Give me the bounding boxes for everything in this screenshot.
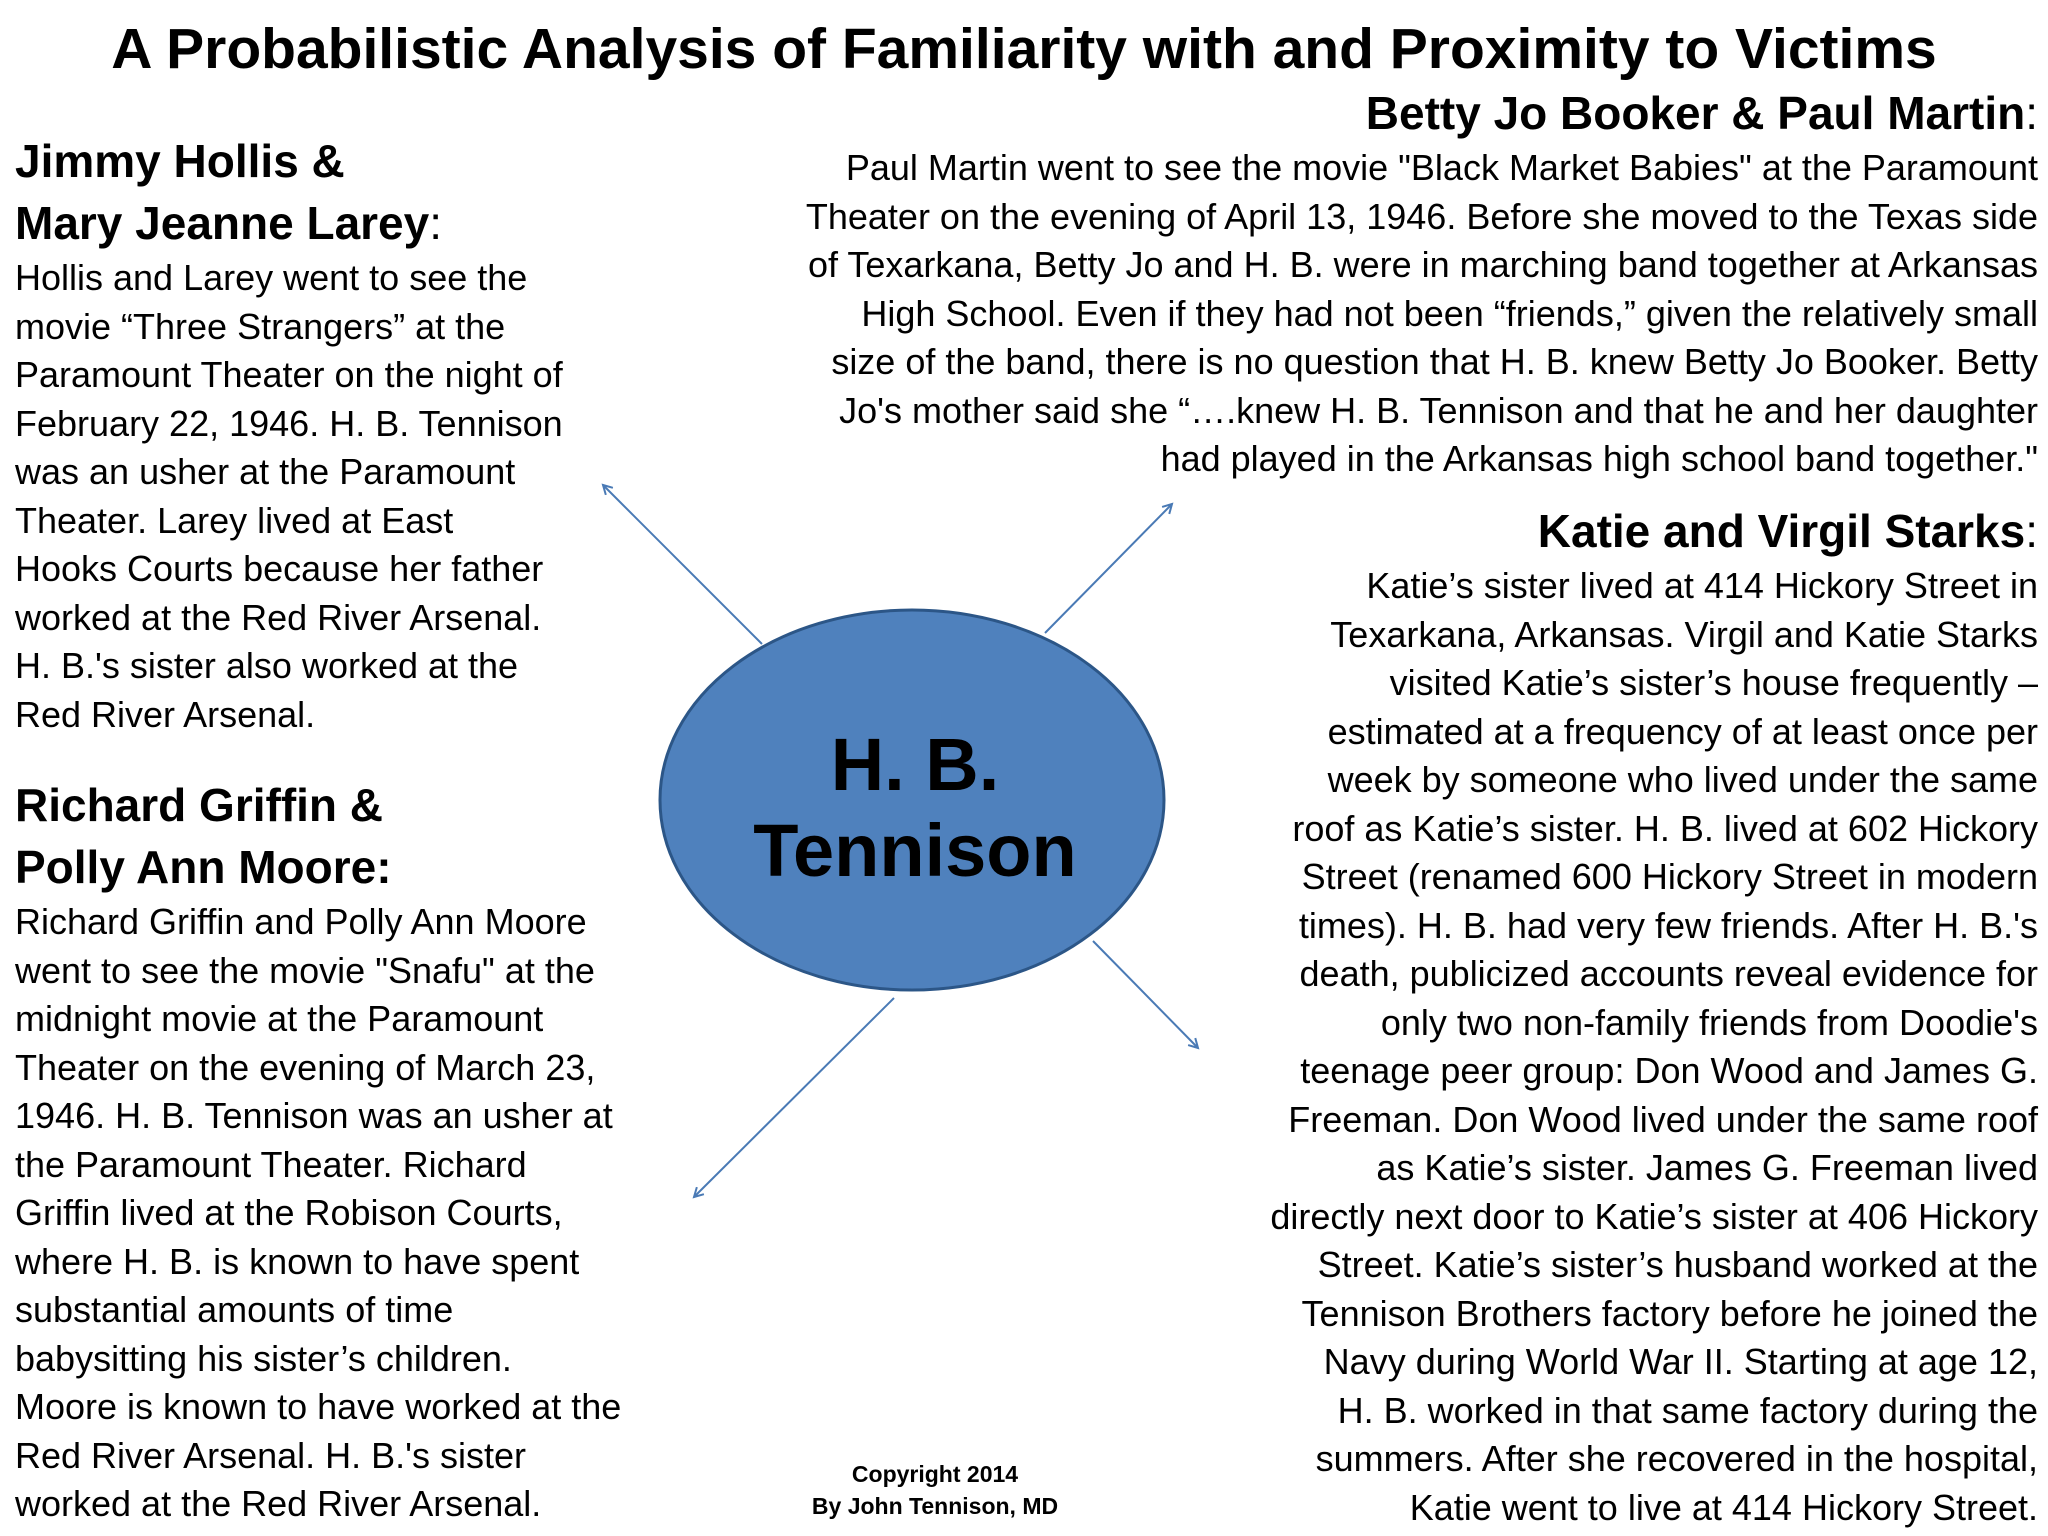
case-starks-heading: [1170, 500, 2038, 562]
case-griffin-moore: [15, 774, 705, 1529]
text-line: 1946. H. B. Tennison was an usher at: [15, 1095, 613, 1136]
text-line: worked at the Red River Arsenal.: [15, 1483, 542, 1524]
text-line: substantial amounts of time: [15, 1289, 454, 1330]
text-line: babysitting his sister’s children.: [15, 1337, 512, 1379]
case-griffin-heading: [15, 774, 705, 898]
case-starks-heading-text: Katie and Virgil Starks: [1537, 505, 2026, 557]
text-line: as Katie’s sister. James G. Freeman lived: [1376, 1147, 2038, 1188]
text-line: Hollis and Larey went to see the: [15, 257, 528, 298]
text-line: Katie went to live at 414 Hickory Street.: [1409, 1486, 2038, 1528]
text-line: Street. Katie’s sister’s husband worked at the: [1317, 1244, 2038, 1285]
text-line: the Paramount Theater. Richard: [15, 1143, 527, 1185]
case-griffin-heading-line1: Richard Griffin &: [15, 779, 384, 831]
case-griffin-heading-line2: Polly Ann Moore:: [15, 841, 392, 893]
case-hollis-larey: [15, 130, 655, 739]
text-line: February 22, 1946. H. B. Tennison: [15, 402, 563, 444]
text-line: H. B. worked in that same factory during the: [1337, 1389, 2038, 1431]
copyright-notice: [760, 1458, 1110, 1522]
text-line: only two non-family friends from Doodie's: [1380, 1001, 2038, 1043]
case-booker-martin: [600, 82, 2038, 484]
text-line: Richard Griffin and Polly Ann Moore: [15, 901, 587, 942]
case-starks: [1170, 500, 2038, 1532]
text-line: times). H. B. had very few friends. After H. B.'s: [1298, 904, 2038, 946]
text-line: midnight movie at the Paramount: [15, 998, 544, 1039]
text-line: where H. B. is known to have spent: [15, 1240, 580, 1282]
center-node-label: [660, 718, 1170, 898]
case-hollis-heading-line2: Mary Jeanne Larey: [15, 197, 430, 249]
center-node-line2: Tennison: [753, 809, 1077, 892]
case-booker-heading: [600, 82, 2038, 144]
arrow-to-booker: [1045, 504, 1172, 633]
text-line: Griffin lived at the Robison Courts,: [15, 1192, 563, 1233]
case-starks-body: [1170, 562, 2038, 1532]
copyright-line1: Copyright 2014: [851, 1461, 1019, 1487]
case-griffin-body: [15, 898, 705, 1529]
case-booker-heading-colon: :: [2025, 87, 2038, 139]
case-hollis-heading-line1: Jimmy Hollis &: [15, 135, 345, 187]
text-line: Jo's mother said she “….knew H. B. Tennison and that he and her daughter: [839, 389, 2038, 431]
text-line: Texarkana, Arkansas. Virgil and Katie Starks: [1330, 613, 2038, 655]
text-line: was an usher at the Paramount: [15, 451, 516, 492]
case-hollis-heading: [15, 130, 655, 254]
text-line: Street (renamed 600 Hickory Street in modern: [1301, 856, 2038, 897]
text-line: Theater. Larey lived at East: [15, 499, 454, 541]
text-line: Hooks Courts because her father: [15, 548, 544, 589]
text-line: had played in the Arkansas high school band together.": [1160, 438, 2038, 479]
text-line: Theater on the evening of April 13, 1946. Before she moved to the Texas side: [805, 195, 2038, 237]
text-line: Tennison Brothers factory before he joined the: [1301, 1292, 2038, 1334]
text-line: went to see the movie "Snafu" at the: [15, 949, 595, 991]
text-line: worked at the Red River Arsenal.: [15, 596, 542, 638]
text-line: visited Katie’s sister’s house frequently –: [1389, 662, 2038, 703]
text-line: H. B.'s sister also worked at the: [15, 645, 519, 686]
arrow-to-griffin: [694, 998, 894, 1197]
text-line: Paul Martin went to see the movie "Black Market Babies" at the Paramount: [845, 147, 2038, 188]
case-starks-heading-colon: :: [2025, 505, 2038, 557]
case-hollis-heading-colon: :: [429, 197, 443, 249]
text-line: death, publicized accounts reveal evidence for: [1299, 953, 2038, 994]
center-node-line1: H. B.: [830, 723, 1000, 806]
case-hollis-body: [15, 254, 655, 739]
case-booker-heading-text: Betty Jo Booker & Paul Martin: [1365, 87, 2026, 139]
text-line: week by someone who lived under the same: [1327, 759, 2038, 800]
text-line: Freeman. Don Wood lived under the same roof: [1288, 1098, 2038, 1140]
text-line: Navy during World War II. Starting at age 12,: [1323, 1341, 2038, 1382]
text-line: Red River Arsenal.: [15, 693, 316, 735]
text-line: Red River Arsenal. H. B.'s sister: [15, 1434, 527, 1476]
text-line: directly next door to Katie’s sister at 406 Hickory: [1270, 1195, 2038, 1237]
text-line: size of the band, there is no question that H. B. knew Betty Jo Booker. Betty: [831, 341, 2038, 382]
text-line: movie “Three Strangers” at the: [15, 305, 506, 347]
text-line: of Texarkana, Betty Jo and H. B. were in marching band together at Arkansas: [807, 244, 2038, 285]
text-line: roof as Katie’s sister. H. B. lived at 602 Hickory: [1292, 807, 2038, 849]
text-line: Moore is known to have worked at the: [15, 1386, 622, 1427]
text-line: teenage peer group: Don Wood and James G.: [1300, 1050, 2038, 1091]
text-line: Katie’s sister lived at 414 Hickory Street in: [1366, 565, 2038, 606]
page-title: A Probabilistic Analysis of Familiarity with and Proximity to Victims: [111, 17, 1937, 81]
case-booker-body: [600, 144, 2038, 484]
text-line: Theater on the evening of March 23,: [15, 1046, 596, 1088]
copyright-line2: By John Tennison, MD: [811, 1493, 1059, 1519]
text-line: Paramount Theater on the night of: [15, 354, 563, 395]
text-line: summers. After she recovered in the hospital,: [1315, 1438, 2038, 1479]
text-line: estimated at a frequency of at least once per: [1327, 710, 2038, 752]
text-line: High School. Even if they had not been “friends,” given the relatively small: [861, 292, 2038, 334]
